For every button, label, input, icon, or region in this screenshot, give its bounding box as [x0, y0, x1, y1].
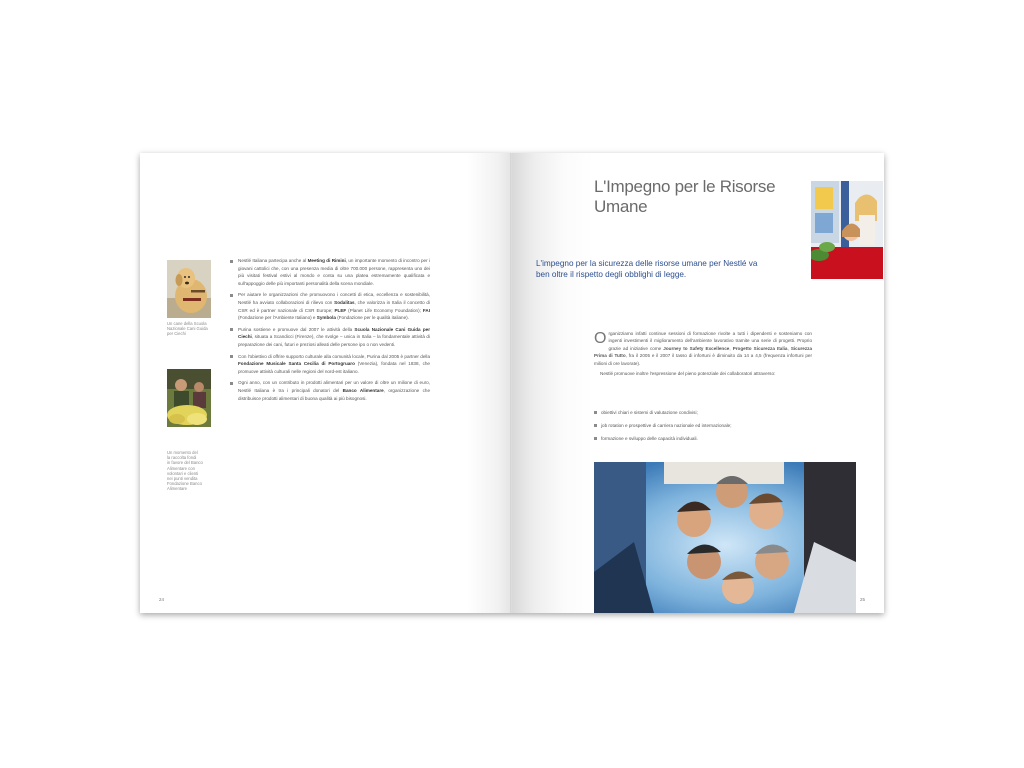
bullet-item: Purina sostiene e promuove dal 2007 le attività della Scuola Nazionale Cani Guida per Ciechi, situata a Scandicci (Firenze), che svolge – unica in Italia – la fondamentale attività di preparazione dei cani, futuri e preziosi alleati delle persone ipo o non vedenti.: [230, 326, 430, 349]
section-subtitle: L'impegno per la sicurezza delle risorse umane per Nestlé va ben oltre il rispetto degli obblighi di legge.: [536, 259, 758, 279]
food-bank-photo: [167, 369, 211, 427]
body-text: [594, 330, 812, 380]
section-title: L'Impegno per le Risorse Umane: [594, 177, 776, 216]
right-bullet-list: [594, 409, 812, 448]
page-number-right: 25: [860, 597, 866, 602]
list-item: formazione e sviluppo delle capacità individuali.: [594, 435, 812, 442]
bullet-item: Ogni anno, con un contributo in prodotti alimentari per un valore di oltre un milione di euro, Nestlé Italiana è tra i principali donatori del Banco Alimentare, organizzazione che distribuisce prodotti alimentari di buona qualità ai più bisognosi.: [230, 379, 430, 402]
brochure-spread: [140, 153, 884, 613]
drop-cap: O: [594, 330, 607, 347]
left-page: [140, 153, 512, 613]
team-circle-photo: [594, 462, 856, 613]
bullet-item: Con l'obiettivo di offrire supporto culturale alla comunità locale, Purina dal 2005 è partner della Fondazione Musicale Santa Cecilia di Portogruaro (Venezia), fondata nel 1838, che promuove attività culturali nelle regioni del nord-est italiano.: [230, 353, 430, 376]
left-bullet-list: [230, 257, 430, 406]
guide-dog-photo: [167, 260, 211, 318]
paragraph-1: rganizziamo infatti continue sessioni di formazione rivolte a tutti i dipendenti e sosteniamo con ingenti investimenti il miglioramento dell'ambiente lavorativo tramite una serie di progetti. Proprio grazie ad iniziative come Journey to Safety Excellence, Progetto Sicurezza Italia, Sicurezza Prima di Tutto, fra il 2005 e il 2007 il tasso di infortuni è diminuito da 14 a 4,5 (frequenza infortuni per milioni di ore lavorate).: [594, 331, 813, 366]
list-item: obiettivi chiari e sistemi di valutazione condivisi;: [594, 409, 812, 416]
bullet-item: Nestlé Italiana partecipa anche al Meeting di Rimini, un importante momento di incontro per i giovani cattolici che, con una presenza media di oltre 700.000 persone, rappresenta uno dei più visitati festival estivi al mondo e conta su una platea estremamente qualificata e sull'appoggio delle più importanti personalità della scena mondiale.: [230, 257, 430, 287]
paragraph-2: Nestlé promuove inoltre l'espressione del pieno potenziale dei collaboratori attraverso:: [600, 371, 776, 377]
list-item: job rotation e prospettive di carriera nazionale ed internazionale;: [594, 422, 812, 429]
food-bank-caption: Un momento del la raccolta fondi in favore del Banco Alimentare con volontari e clienti nei punti vendita Fondazione Banco Alimentare: [167, 450, 203, 492]
bullet-item: Per aiutare le organizzazioni che promuovono i concetti di etica, eccellenza e sostenibilità, Nestlé ha avviato collaborazioni di rilievo con Sodalitas, che valorizza in Italia il concetto di CSR ed è partner nazionale di CSR Europe; PLEF (Planet Life Economy Foundation); FAI (Fondazione per l'Ambiente Italiano) e Symbola (Fondazione per le qualità italiane).: [230, 291, 430, 321]
right-page: [512, 153, 884, 613]
page-number-left: 24: [159, 597, 165, 602]
dog-photo-caption: Un cane della Scuola Nazionale Cani Guida per Ciechi: [167, 321, 208, 337]
classroom-photo: [811, 181, 883, 279]
